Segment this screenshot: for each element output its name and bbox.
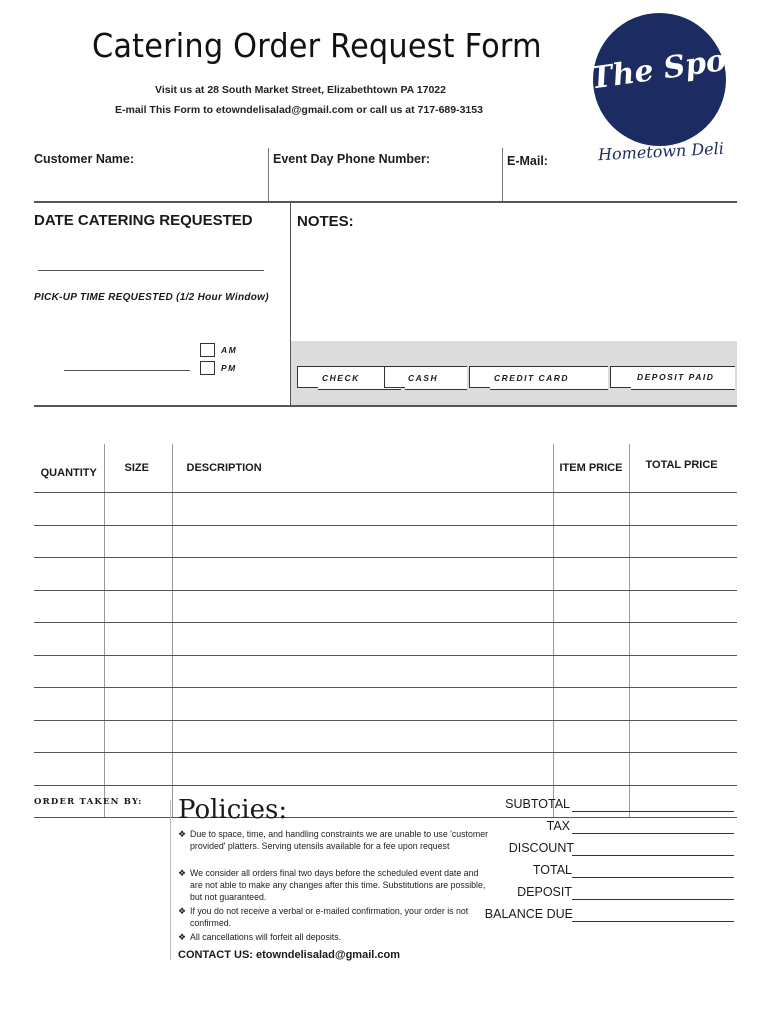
size-cell[interactable] (104, 493, 172, 526)
discount-label: DISCOUNT (508, 841, 574, 855)
size-cell[interactable] (104, 525, 172, 558)
email-label: E-Mail: (507, 154, 548, 168)
check-checkbox[interactable] (297, 366, 319, 388)
section-rule (34, 201, 737, 203)
description-cell[interactable] (172, 655, 553, 688)
table-row (34, 525, 737, 558)
description-cell[interactable] (172, 753, 553, 786)
cash-checkbox[interactable] (384, 366, 406, 388)
total-label: TOTAL (532, 863, 572, 877)
logo-name: The Spot (588, 41, 742, 97)
contact-us: CONTACT US: etowndelisalad@gmail.com (178, 949, 400, 961)
subtotal-field[interactable] (572, 811, 734, 812)
form-title: Catering Order Request Form (92, 26, 542, 65)
divider (268, 148, 269, 202)
size-cell[interactable] (104, 753, 172, 786)
description-cell[interactable] (172, 720, 553, 753)
logo-tagline: Hometown Deli (597, 138, 725, 165)
policy-item: ❖ If you do not receive a verbal or e-mailed confirmation, your order is not confirmed. (178, 906, 469, 928)
table-row (34, 720, 737, 753)
total-price-cell[interactable] (629, 785, 737, 818)
pm-label: PM (221, 363, 237, 373)
item-price-cell[interactable] (553, 753, 629, 786)
total-price-cell[interactable] (629, 753, 737, 786)
size-cell[interactable] (104, 558, 172, 591)
pm-checkbox[interactable] (200, 361, 215, 375)
divider (170, 800, 171, 960)
description-cell[interactable] (172, 525, 553, 558)
item-price-header: ITEM PRICE (553, 444, 629, 493)
total-price-cell[interactable] (629, 688, 737, 721)
item-price-cell[interactable] (553, 493, 629, 526)
deposit-field[interactable] (572, 899, 734, 900)
total-price-cell[interactable] (629, 623, 737, 656)
size-header: SIZE (104, 444, 172, 493)
table-row (34, 558, 737, 591)
total-field[interactable] (572, 877, 734, 878)
phone-label: Event Day Phone Number: (273, 152, 430, 166)
item-price-cell[interactable] (553, 655, 629, 688)
item-price-cell[interactable] (553, 525, 629, 558)
total-price-cell[interactable] (629, 558, 737, 591)
credit-card-checkbox[interactable] (469, 366, 491, 388)
order-items-table (34, 444, 737, 818)
credit-card-label: CREDIT CARD (494, 373, 570, 383)
cash-label: CASH (408, 373, 439, 383)
description-cell[interactable] (172, 590, 553, 623)
table-row (34, 493, 737, 526)
contact-line: E-mail This Form to etowndelisalad@gmail.com or call us at 717-689-3153 (115, 104, 483, 116)
total-price-cell[interactable] (629, 590, 737, 623)
table-row (34, 590, 737, 623)
notes-heading: NOTES: (297, 213, 354, 230)
divider (502, 148, 503, 202)
check-label: CHECK (322, 373, 360, 383)
discount-field[interactable] (572, 855, 734, 856)
quantity-cell[interactable] (34, 493, 104, 526)
item-price-cell[interactable] (553, 590, 629, 623)
description-cell[interactable] (172, 688, 553, 721)
pickup-time-field[interactable] (64, 370, 190, 371)
address-line: Visit us at 28 South Market Street, Elizabethtown PA 17022 (155, 84, 446, 96)
date-field[interactable] (38, 270, 264, 271)
section-rule (34, 405, 737, 407)
quantity-cell[interactable] (34, 558, 104, 591)
table-row (34, 688, 737, 721)
item-price-cell[interactable] (553, 558, 629, 591)
quantity-cell[interactable] (34, 623, 104, 656)
description-cell[interactable] (172, 623, 553, 656)
quantity-header: QUANTITY (34, 444, 104, 493)
pickup-time-label: PICK-UP TIME REQUESTED (1/2 Hour Window) (34, 292, 269, 303)
quantity-cell[interactable] (34, 753, 104, 786)
table-header-row (34, 444, 737, 493)
table-row (34, 655, 737, 688)
tax-label: TAX (546, 819, 570, 833)
description-header: DESCRIPTION (172, 444, 553, 493)
policies-heading: Policies: (178, 795, 288, 825)
size-cell[interactable] (104, 590, 172, 623)
quantity-cell[interactable] (34, 525, 104, 558)
order-taken-by-label: ORDER TAKEN BY: (34, 797, 143, 807)
quantity-cell[interactable] (34, 720, 104, 753)
item-price-cell[interactable] (553, 688, 629, 721)
am-label: AM (221, 345, 238, 355)
am-checkbox[interactable] (200, 343, 215, 357)
description-cell[interactable] (172, 558, 553, 591)
quantity-cell[interactable] (34, 688, 104, 721)
total-price-cell[interactable] (629, 493, 737, 526)
total-price-cell[interactable] (629, 655, 737, 688)
item-price-cell[interactable] (553, 623, 629, 656)
date-requested-heading: DATE CATERING REQUESTED (34, 212, 253, 229)
deposit-paid-checkbox[interactable] (610, 366, 632, 388)
total-price-cell[interactable] (629, 720, 737, 753)
quantity-cell[interactable] (34, 655, 104, 688)
policy-item: ❖ We consider all orders final two days before the scheduled event date and are not able to make any changes after this time. Substitutions are possible, but not guaranteed. (178, 868, 486, 902)
total-price-header: TOTAL PRICE (629, 444, 737, 493)
deposit-label: DEPOSIT (517, 885, 572, 899)
policy-item: ❖ All cancellations will forfeit all deposits. (178, 932, 342, 942)
item-price-cell[interactable] (553, 720, 629, 753)
size-cell[interactable] (104, 720, 172, 753)
balance-due-field[interactable] (572, 921, 734, 922)
policy-item: ❖ Due to space, time, and handling constraints we are unable to use 'customer provided' platters. Serving utensils available for a fee upon request (178, 829, 489, 851)
table-row (34, 753, 737, 786)
size-cell[interactable] (104, 655, 172, 688)
customer-name-label: Customer Name: (34, 152, 135, 166)
size-cell[interactable] (104, 623, 172, 656)
table-row (34, 623, 737, 656)
deposit-paid-label: DEPOSIT PAID (637, 372, 715, 382)
subtotal-label: SUBTOTAL (505, 797, 570, 811)
quantity-cell[interactable] (34, 590, 104, 623)
tax-field[interactable] (572, 833, 734, 834)
description-cell[interactable] (172, 493, 553, 526)
total-price-cell[interactable] (629, 525, 737, 558)
size-cell[interactable] (104, 688, 172, 721)
balance-due-label: BALANCE DUE (484, 907, 573, 921)
